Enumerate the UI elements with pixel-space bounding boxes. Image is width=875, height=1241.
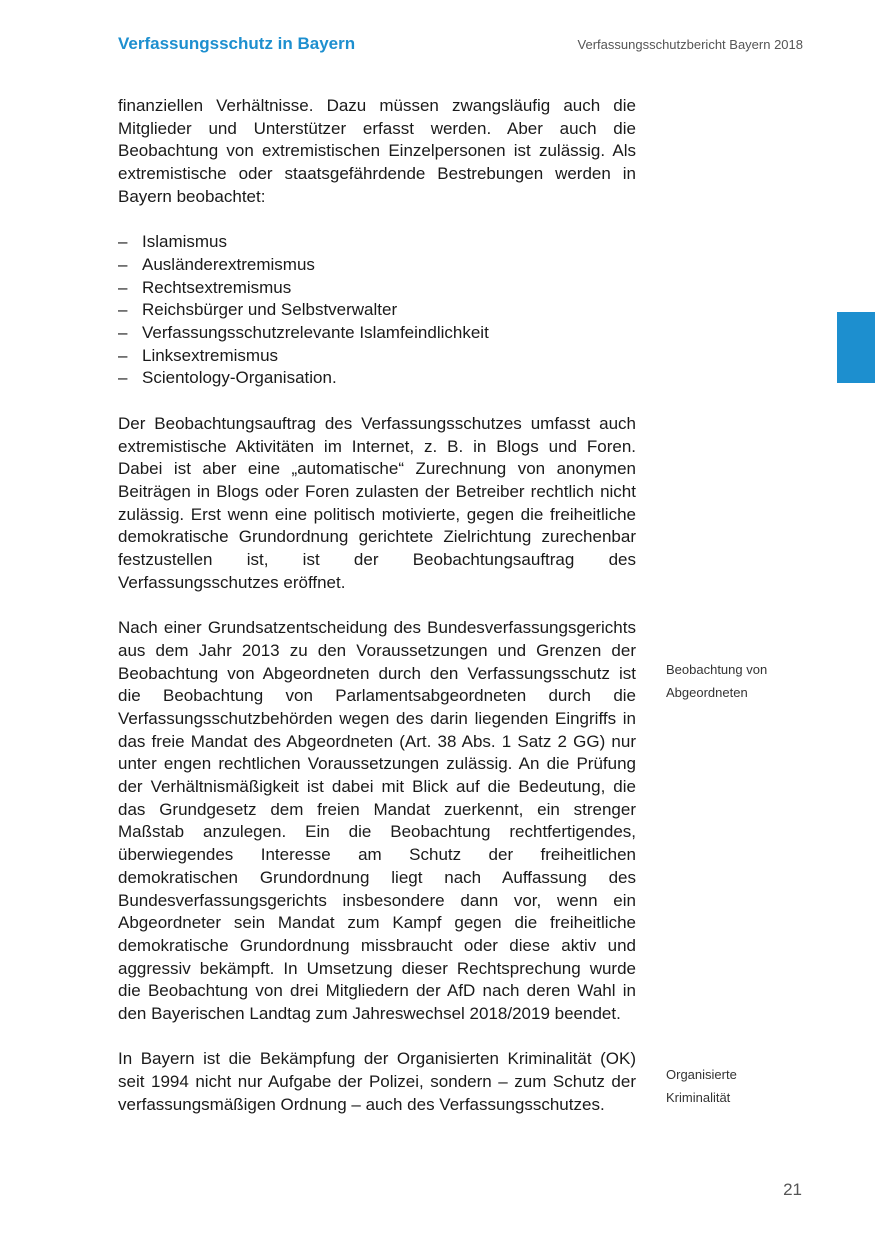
sidenote-abgeordnete <box>666 659 816 704</box>
bullet-dash: – <box>118 368 128 388</box>
sidenote-line: Beobachtung von <box>666 662 768 677</box>
sidenote-line: Abgeordneten <box>666 684 748 700</box>
observed-movements-list <box>118 231 636 390</box>
list-item <box>118 277 636 300</box>
running-header-section: Verfassungsschutz in Bayern <box>118 34 356 53</box>
bullet-dash: – <box>118 345 128 365</box>
main-text-column <box>118 95 636 1117</box>
list-item-text: Linksextremismus <box>142 345 279 365</box>
list-item-text: Scientology-Organisation. <box>142 368 337 388</box>
chapter-tab-marker <box>837 312 875 383</box>
list-item <box>118 345 636 368</box>
bullet-dash: – <box>118 323 128 343</box>
list-item <box>118 254 636 277</box>
list-item-text: Islamismus <box>142 232 228 252</box>
list-item <box>118 367 636 390</box>
list-item-text: Reichsbürger und Selbstverwalter <box>142 300 398 320</box>
running-header-report: Verfassungsschutzbericht Bayern 2018 <box>577 37 803 52</box>
bullet-dash: – <box>118 232 128 252</box>
list-item-text: Rechtsextremismus <box>142 277 292 297</box>
page-number: 21 <box>783 1180 802 1199</box>
sidenote-organized-crime <box>666 1064 816 1109</box>
list-item <box>118 231 636 254</box>
list-item-text: Verfassungsschutzrelevante Islamfeindlichkeit <box>142 323 489 343</box>
list-item <box>118 322 636 345</box>
bullet-dash: – <box>118 277 128 297</box>
sidenote-line: Organisierte <box>666 1067 737 1082</box>
bullet-dash: – <box>118 300 128 320</box>
list-item-text: Ausländerextremismus <box>142 254 315 274</box>
list-item <box>118 299 636 322</box>
bullet-dash: – <box>118 254 128 274</box>
intro-paragraph: finanziellen Verhältnisse. Dazu müssen zwangsläufig auch die Mitglieder und Unterstützer erfasst werden. Aber auch die Beobachtung von extremistischen Einzelpersonen ist zulässig. Als extremistische oder staatsgefährdende Bestrebungen werden in Bayern beobachtet: <box>118 96 636 206</box>
organized-crime-paragraph: In Bayern ist die Bekämpfung der Organisierten Kriminalität (OK) seit 1994 nicht nur Aufgabe der Polizei, sondern – zum Schutz der verfassungsmäßigen Ordnung – auch des Verfassungsschutzes. <box>118 1049 636 1114</box>
sidenote-line: Kriminalität <box>666 1089 731 1105</box>
abgeordnete-paragraph: Nach einer Grundsatzentscheidung des Bundesverfassungsgerichts aus dem Jahr 2013 zu den Voraussetzungen und Grenzen der Beobachtung von Abgeordneten durch den Verfassungsschutz ist die Beobachtung von Parlamentsabgeordneten durch die Verfassungsschutzbehörden wegen des darin liegenden Eingriffs in das freie Mandat des Abgeordneten (Art. 38 Abs. 1 Satz 2 GG) nur unter engen rechtlichen Voraussetzungen zulässig. An die Prüfung der Verhältnismäßigkeit ist dabei mit Blick auf die Bedeutung, die das Grundgesetz dem freien Mandat zuerkennt, ein strenger Maßstab anzulegen. Ein die Beobachtung rechtfertigendes, überwiegendes Interesse am Schutz der freiheitlichen demokratischen Grundordnung liegt nach Auffassung des Bundesverfassungsgerichts insbesondere dann vor, wenn ein Abgeordneter sein Mandat zum Kampf gegen die freiheitliche demokratische Grundordnung missbraucht oder diese aktiv und aggressiv bekämpft. In Umsetzung dieser Rechtsprechung wurde die Beobachtung von drei Mitgliedern der AfD nach deren Wahl in den Bayerischen Landtag zum Jahreswechsel 2018/2019 beendet. <box>118 618 636 1024</box>
internet-paragraph: Der Beobachtungsauftrag des Verfassungsschutzes umfasst auch extremistische Aktivitäten im Internet, z. B. in Blogs und Foren. Dabei ist aber eine „automatische“ Zurechnung von anonymen Beiträgen in Blogs oder Foren zulasten der Betreiber rechtlich nicht zulässig. Erst wenn eine politisch motivierte, gegen die freiheitliche demokratische Grundordnung gerichtete Zielrichtung zurechenbar festzustellen ist, ist der Beobachtungsauftrag des Verfassungsschutzes eröffnet. <box>118 413 636 592</box>
